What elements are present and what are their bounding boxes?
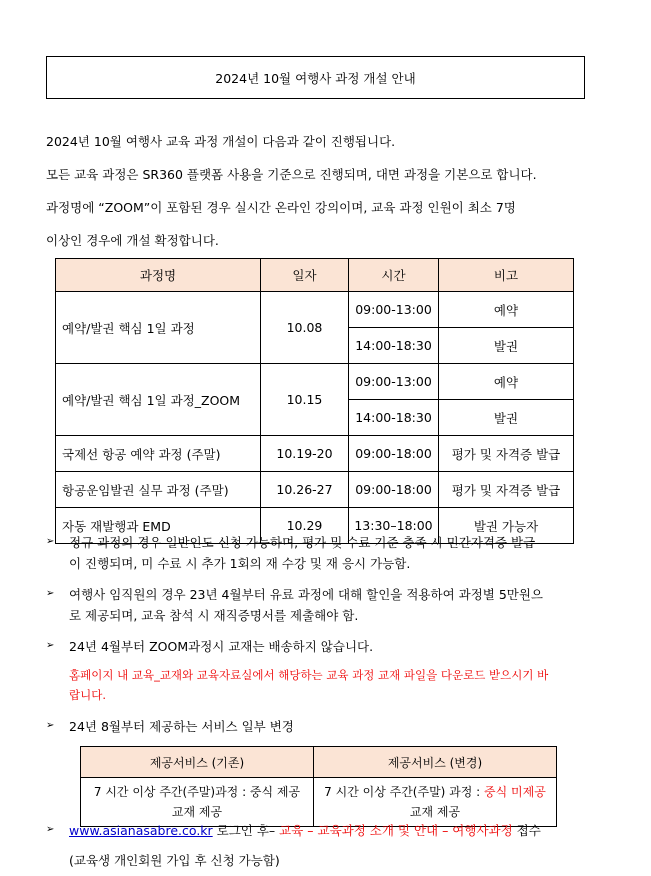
course-date: 10.19-20	[261, 436, 349, 472]
course-date: 10.26-27	[261, 472, 349, 508]
course-name: 자동 재발행과 EMD	[56, 508, 261, 544]
download-notice: 랍니다.	[69, 688, 106, 702]
intro-line-1: 2024년 10월 여행사 교육 과정 개설이 다음과 같이 진행됩니다.	[46, 134, 396, 149]
arrow-bullet-icon: ➢	[46, 824, 55, 835]
bullet-text: 24년 4월부터 ZOOM과정시 교재는 배송하지 않습니다.	[69, 639, 374, 654]
table-row	[56, 292, 574, 328]
intro-line-4: 이상인 경우에 개설 확정합니다.	[46, 233, 219, 248]
bullet-text: 로 제공되며, 교육 참석 시 재직증명서를 제출해야 함.	[69, 608, 359, 623]
course-time: 09:00-13:00	[349, 292, 439, 328]
course-time: 14:00-18:30	[349, 328, 439, 364]
bullet-item	[46, 636, 586, 706]
schedule-table	[55, 258, 574, 544]
course-date: 10.08	[261, 292, 349, 364]
arrow-bullet-icon: ➢	[46, 588, 55, 599]
course-date: 10.15	[261, 364, 349, 436]
bullet-text: 여행사 임직원의 경우 23년 4월부터 유료 과정에 대해 할인을 적용하여 과정별 5만원으	[69, 587, 543, 602]
bullet-item	[46, 584, 586, 628]
service-change-table	[80, 746, 557, 827]
arrow-bullet-icon: ➢	[46, 640, 55, 651]
service-before-line: 7 시간 이상 주간(주말)과정 : 중식 제공	[93, 785, 301, 799]
bullet-text: 정규 과정의 경우 일반인도 신청 가능하며, 평가 및 수료 기준 충족 시 민간자격증 발급	[69, 535, 536, 550]
course-note: 발권	[439, 328, 574, 364]
service-before-line: 교재 제공	[171, 805, 223, 819]
menu-path-text: 교육 – 교육과정 소개 및 안내 – 여행사과정	[279, 823, 513, 838]
course-note: 발권 가능자	[439, 508, 574, 544]
download-notice: 홈페이지 내 교육_교재와 교육자료실에서 해당하는 교육 과정 교재 파일을 다운로드 받으시기 바	[69, 668, 549, 682]
header-service-after: 제공서비스 (변경)	[314, 747, 557, 778]
course-date: 10.29	[261, 508, 349, 544]
intro-line-2: 모든 교육 과정은 SR360 플랫폼 사용을 기준으로 진행되며, 대면 과정을 기본으로 합니다.	[46, 167, 537, 182]
course-time: 09:00-18:00	[349, 472, 439, 508]
header-time: 시간	[349, 259, 439, 292]
course-note: 예약	[439, 292, 574, 328]
asianasabre-link[interactable]: www.asianasabre.co.kr	[69, 823, 213, 838]
apply-text: 접수	[512, 823, 541, 838]
header-date: 일자	[261, 259, 349, 292]
course-time: 09:00-18:00	[349, 436, 439, 472]
course-name: 국제선 항공 예약 과정 (주말)	[56, 436, 261, 472]
schedule-header-row	[56, 259, 574, 292]
table-row	[56, 436, 574, 472]
course-time: 09:00-13:00	[349, 364, 439, 400]
bullet-text: (교육생 개인회원 가입 후 신청 가능함)	[69, 853, 280, 868]
header-note: 비고	[439, 259, 574, 292]
service-header-row	[81, 747, 557, 778]
course-note: 발권	[439, 400, 574, 436]
course-name: 예약/발권 핵심 1일 과정_ZOOM	[56, 364, 261, 436]
course-time: 14:00-18:30	[349, 400, 439, 436]
login-text: 로그인 후–	[212, 823, 280, 838]
intro-line-3: 과정명에 “ZOOM”이 포함된 경우 실시간 온라인 강의이며, 교육 과정 인원이 최소 7명	[46, 200, 516, 215]
header-course: 과정명	[56, 259, 261, 292]
service-after-line: 교재 제공	[409, 805, 461, 819]
bullet-item	[46, 820, 606, 872]
header-service-before: 제공서비스 (기존)	[81, 747, 314, 778]
bullet-text	[69, 820, 541, 841]
bullet-item	[46, 716, 586, 740]
bullet-text: 24년 8월부터 제공하는 서비스 일부 변경	[69, 719, 294, 734]
bullet-item	[46, 532, 586, 576]
course-name: 예약/발권 핵심 1일 과정	[56, 292, 261, 364]
course-time: 13:30–18:00	[349, 508, 439, 544]
table-row	[56, 472, 574, 508]
service-after-line: 7 시간 이상 주간(주말) 과정 :	[324, 785, 485, 799]
bullet-text: 이 진행되며, 미 수료 시 추가 1회의 재 수강 및 재 응시 가능함.	[69, 556, 411, 571]
arrow-bullet-icon: ➢	[46, 720, 55, 731]
table-row	[56, 364, 574, 400]
course-note: 평가 및 자격증 발급	[439, 472, 574, 508]
course-note: 예약	[439, 364, 574, 400]
document-title-box	[46, 56, 585, 99]
course-name: 항공운임발권 실무 과정 (주말)	[56, 472, 261, 508]
arrow-bullet-icon: ➢	[46, 536, 55, 547]
service-after-highlight: 중식 미제공	[484, 785, 546, 799]
document-title: 2024년 10월 여행사 과정 개설 안내	[215, 70, 416, 86]
course-note: 평가 및 자격증 발급	[439, 436, 574, 472]
